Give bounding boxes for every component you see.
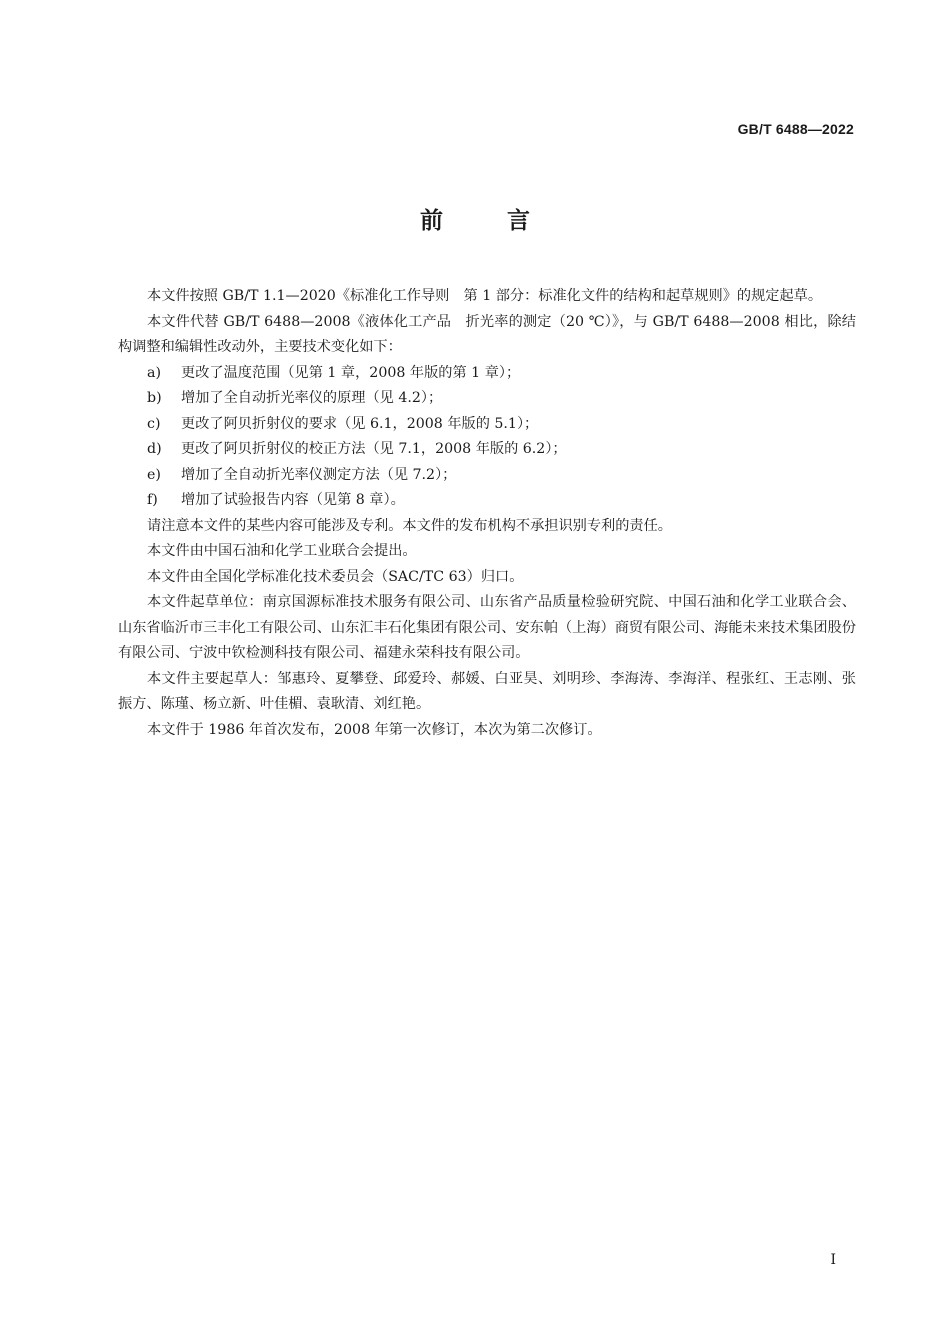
list-item [118, 437, 856, 463]
list-item-text: 更改了阿贝折射仪的校正方法（见 7.1，2008 年版的 6.2）； [181, 441, 567, 457]
list-item [118, 361, 856, 387]
page-title: 前言 [420, 208, 594, 234]
standard-code: GB/T 6488—2022 [737, 121, 854, 137]
list-item [118, 463, 856, 489]
list-item-text: 更改了温度范围（见第 1 章，2008 年版的第 1 章）； [181, 364, 521, 381]
list-item [118, 488, 856, 514]
changes-list [118, 361, 856, 514]
paragraph-drafters: 本文件主要起草人：邹惠玲、夏攀登、邱爱玲、郝媛、白亚昊、刘明珍、李海涛、李海洋、程张红、王志刚、张振方、陈瑾、杨立新、叶佳楣、袁耿清、刘红艳。 [118, 670, 856, 712]
paragraph-committee: 本文件由全国化学标准化技术委员会（SAC/TC 63）归口。 [147, 568, 524, 585]
list-item-text: 增加了试验报告内容（见第 8 章）。 [181, 492, 405, 508]
list-item-label: b) [147, 390, 162, 406]
list-item [118, 386, 856, 412]
paragraph-history: 本文件于 1986 年首次发布，2008 年第一次修订，本次为第二次修订。 [147, 721, 602, 738]
list-item-label: e) [147, 466, 161, 483]
document-body [118, 284, 856, 743]
list-item-text: 增加了全自动折光率仪的原理（见 4.2）； [181, 390, 443, 406]
list-item-label: c) [147, 415, 161, 432]
paragraph-replacement: 本文件代替 GB/T 6488—2008《液体化工产品 折光率的测定（20 ℃）》，与 GB/T 6488—2008 相比，除结构调整和编辑性改动外，主要技术变化如下： [118, 313, 856, 355]
list-item-text: 增加了全自动折光率仪测定方法（见 7.2）； [181, 466, 457, 483]
page-number: I [830, 1252, 836, 1268]
list-item-label: f) [147, 492, 158, 508]
paragraph-drafting-rules: 本文件按照 GB/T 1.1—2020《标准化工作导则 第 1 部分：标准化文件的结构和起草规则》的规定起草。 [147, 288, 823, 304]
list-item [118, 412, 856, 438]
paragraph-patent-notice: 请注意本文件的某些内容可能涉及专利。本文件的发布机构不承担识别专利的责任。 [147, 517, 672, 534]
list-item-label: d) [147, 441, 162, 457]
list-item-text: 更改了阿贝折射仪的要求（见 6.1，2008 年版的 5.1）； [181, 415, 539, 432]
paragraph-drafting-units: 本文件起草单位：南京国源标准技术服务有限公司、山东省产品质量检验研究院、中国石油和化学工业联合会、山东省临沂市三丰化工有限公司、山东汇丰石化集团有限公司、安东帕（上海）商贸有限公司、海能未来技术集团股份有限公司、宁波中钦检测科技有限公司、福建永荣科技有限公司。 [118, 594, 856, 661]
list-item-label: a) [147, 364, 161, 381]
paragraph-proposer: 本文件由中国石油和化学工业联合会提出。 [147, 543, 417, 559]
